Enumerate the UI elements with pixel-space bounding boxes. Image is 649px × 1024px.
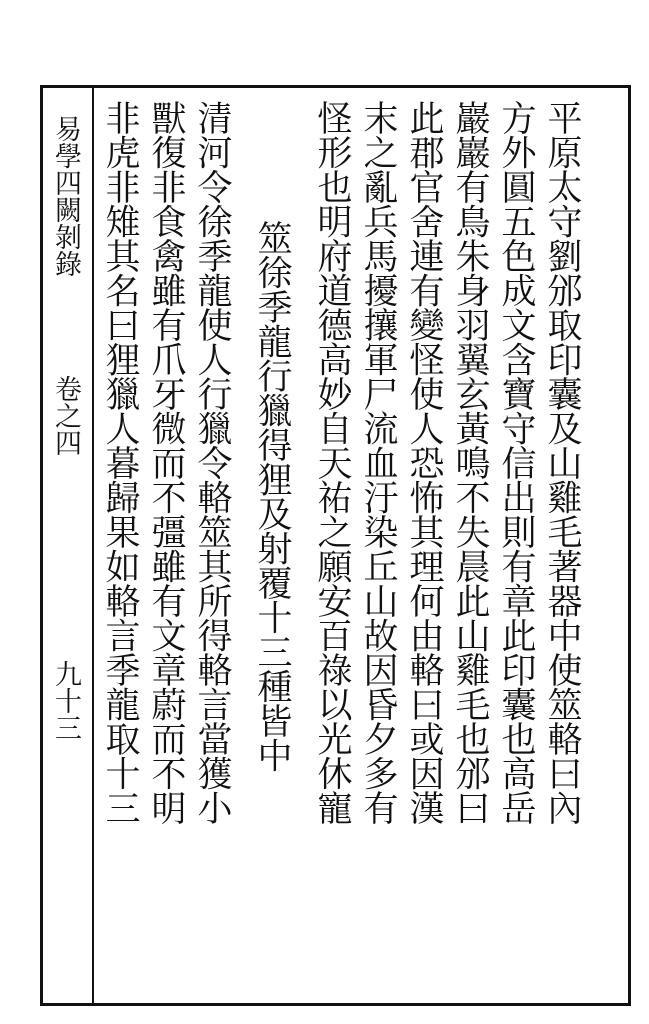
- margin-title: 易學四闕剝錄: [50, 115, 81, 277]
- top-border: [40, 85, 630, 88]
- text-column-2: 方外圓五色成文含寶守信出則有章此印囊也高岳: [496, 100, 536, 825]
- margin-volume: 卷之四: [50, 375, 81, 456]
- left-border: [40, 85, 43, 1006]
- text-column-1: 平原太守劉邠取印囊及山雞毛著器中使筮輅曰內: [542, 100, 582, 825]
- text-column-5: 末之亂兵馬擾攘軍尸流血汙染丘山故因昏夕多有: [358, 100, 398, 825]
- margin-column-rule: [92, 85, 94, 1005]
- text-column-10: 非虎非雉其名曰狸獵人暮歸果如輅言季龍取十三: [100, 100, 140, 825]
- text-column-9: 獸復非食禽雖有爪牙微而不彊雖有文章蔚而不明: [146, 100, 186, 825]
- section-heading: 筮徐季龍行獵得狸及射覆十三種皆中: [252, 220, 292, 772]
- right-border: [628, 85, 631, 1005]
- text-column-8: 清河令徐季龍使人行獵令輅筮其所得輅言當獲小: [192, 100, 232, 825]
- text-column-3: 巖巖有鳥朱身羽翼玄黃鳴不失晨此山雞毛也邠曰: [450, 100, 490, 825]
- bottom-border: [40, 1003, 631, 1006]
- margin-page-number: 九十三: [50, 660, 81, 741]
- text-column-6: 怪形也明府道德高妙自天祐之願安百祿以光休寵: [312, 100, 352, 825]
- text-column-4: 此郡官舍連有變怪使人恐怖其理何由輅曰或因漢: [404, 100, 444, 825]
